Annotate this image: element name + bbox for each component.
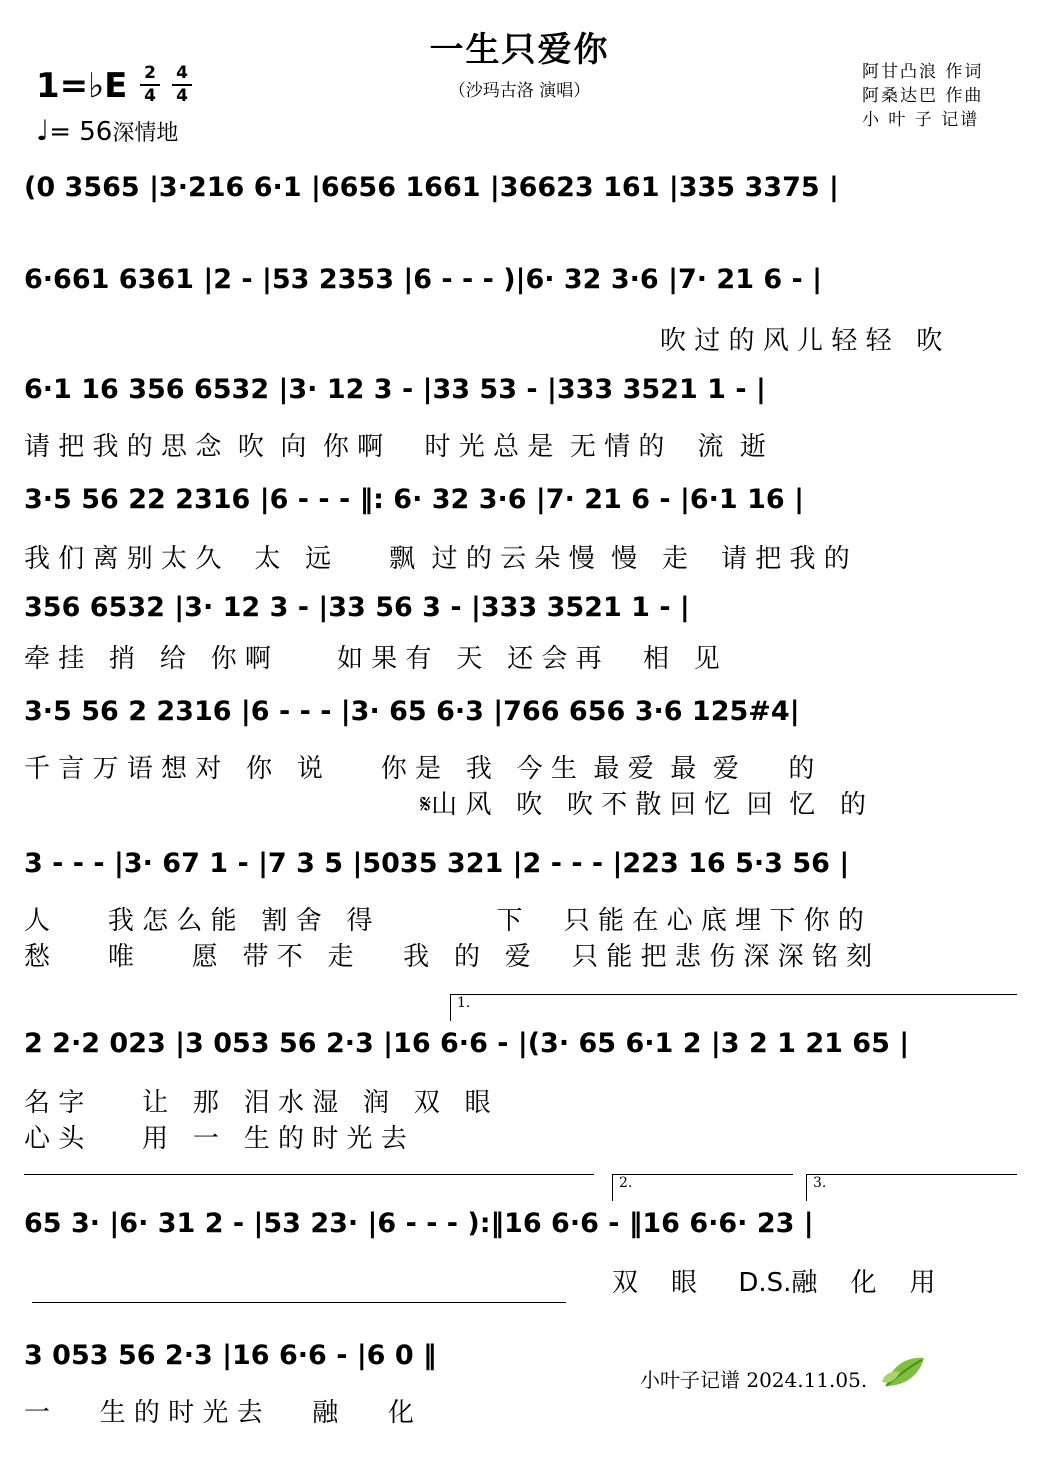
notes-row-2: 6·661 6361 |2 - |53 2353 |6 - - - )|6· 32 3·6 |7· 21 6 - | (24, 264, 823, 295)
notes-row-3: 6·1 16 356 6532 |3· 12 3 - |33 53 - |333 3521 1 - | (24, 374, 766, 405)
music-row-9 (24, 1206, 1018, 1266)
music-row-7 (24, 846, 1018, 906)
meter-b-num: 4 (176, 63, 188, 83)
notes-row-9: 65 3· |6· 31 2 - |53 23· |6 - - - ):‖16 6·6 - ‖16 6·6· 23 | (24, 1208, 814, 1239)
tempo-value: = 56 (49, 117, 113, 147)
lyric-row-2: 吹 过 的 风 儿 轻 轻 吹 (660, 326, 943, 356)
song-title: 一生只爱你 (429, 30, 610, 70)
lyric-row-6b: 𝄋山 风 吹 吹 不 散 回 忆 回 忆 的 (420, 790, 866, 820)
lyric-row-8b: 心 头 用 一 生 的 时 光 去 (24, 1124, 407, 1154)
music-row-10 (24, 1338, 1018, 1398)
notes-row-8: 2 2·2 023 |3 053 56 2·3 |16 6·6 - |(3· 65 6·1 2 |3 2 1 21 65 | (24, 1028, 910, 1059)
meter-b-den: 4 (176, 86, 188, 106)
lyric-row-10: 一 生 的 时 光 去 融 化 (24, 1398, 414, 1428)
music-row-8 (24, 1026, 1018, 1086)
lyric-row-6a: 千 言 万 语 想 对 你 说 你 是 我 今 生 最 爱 最 爱 的 (24, 754, 815, 784)
quarter-note-icon: ♩ (36, 114, 50, 147)
transcriber-signature: 小叶子记谱 2024.11.05. (640, 1368, 868, 1392)
notes-row-6: 3·5 56 2 2316 |6 - - - |3· 65 6·3 |766 656 3·6 125#4| (24, 696, 800, 727)
credits (862, 60, 983, 132)
lyric-row-7b: 愁 唯 愿 带 不 走 我 的 爱 只 能 把 悲 伤 深 深 铭 刻 (24, 942, 873, 972)
music-row-3 (24, 372, 1018, 432)
leaf-icon (880, 1352, 928, 1396)
time-signature-b (172, 64, 192, 106)
key-signature: 1=♭E (36, 66, 128, 106)
lyricist-credit: 阿甘凸浪 作词 (862, 62, 984, 82)
time-signature-a (140, 64, 160, 106)
volta-continuation (24, 1174, 594, 1201)
notes-row-7: 3 - - - |3· 67 1 - |7 3 5 |5035 321 |2 - - - |223 16 5·3 56 | (24, 848, 850, 879)
notes-row-10: 3 053 56 2·3 |16 6·6 - |6 0 ‖ (24, 1340, 437, 1371)
expression-mark: 深情地 (112, 121, 179, 146)
singer-credit: （沙玛古洛 演唱） (448, 81, 591, 101)
volta-bracket-1 (450, 994, 1017, 1021)
lyric-row-3: 请 把 我 的 思 念 吹 向 你 啊 时 光 总 是 无 情 的 流 逝 (24, 432, 766, 462)
notes-row-1: (0 3565 |3·216 6·1 |6656 1661 |36623 161 |335 3375 | (24, 172, 839, 203)
meter-a-num: 2 (144, 63, 156, 83)
lyric-row-4: 我 们 离 别 太 久 太 远 飘 过 的 云 朵 慢 慢 走 请 把 我 的 (24, 544, 850, 574)
volta-label-3: 3. (813, 1175, 827, 1191)
volta-label-2: 2. (619, 1175, 633, 1191)
volta-bracket-3 (806, 1174, 1017, 1201)
music-row-1 (24, 170, 1018, 230)
music-row-2 (24, 262, 1018, 322)
lyric-row-5: 牵 挂 捎 给 你 啊 如 果 有 天 还 会 再 相 见 (24, 644, 720, 674)
volta-continuation-2 (32, 1302, 566, 1329)
lyric-row-9: 双 眼 D.S.融 化 用 (612, 1268, 936, 1298)
lyric-row-7a: 人 我 怎 么 能 割 舍 得 下 只 能 在 心 底 埋 下 你 的 (24, 906, 864, 936)
volta-bracket-2 (612, 1174, 793, 1201)
notes-row-5: 356 6532 |3· 12 3 - |33 56 3 - |333 3521 1 - | (24, 592, 690, 623)
lyric-row-8a: 名 字 让 那 泪 水 湿 润 双 眼 (24, 1088, 491, 1118)
music-row-4 (24, 482, 1018, 542)
tempo-marking (36, 114, 178, 147)
music-row-6 (24, 694, 1018, 754)
composer-credit: 阿桑达巴 作曲 (862, 86, 984, 106)
meter-a-den: 4 (144, 86, 156, 106)
volta-label-1: 1. (457, 995, 471, 1011)
notes-row-4: 3·5 56 22 2316 |6 - - - ‖: 6· 32 3·6 |7· 21 6 - |6·1 16 | (24, 484, 804, 515)
transcriber-credit: 小 叶 子 记谱 (862, 110, 980, 130)
